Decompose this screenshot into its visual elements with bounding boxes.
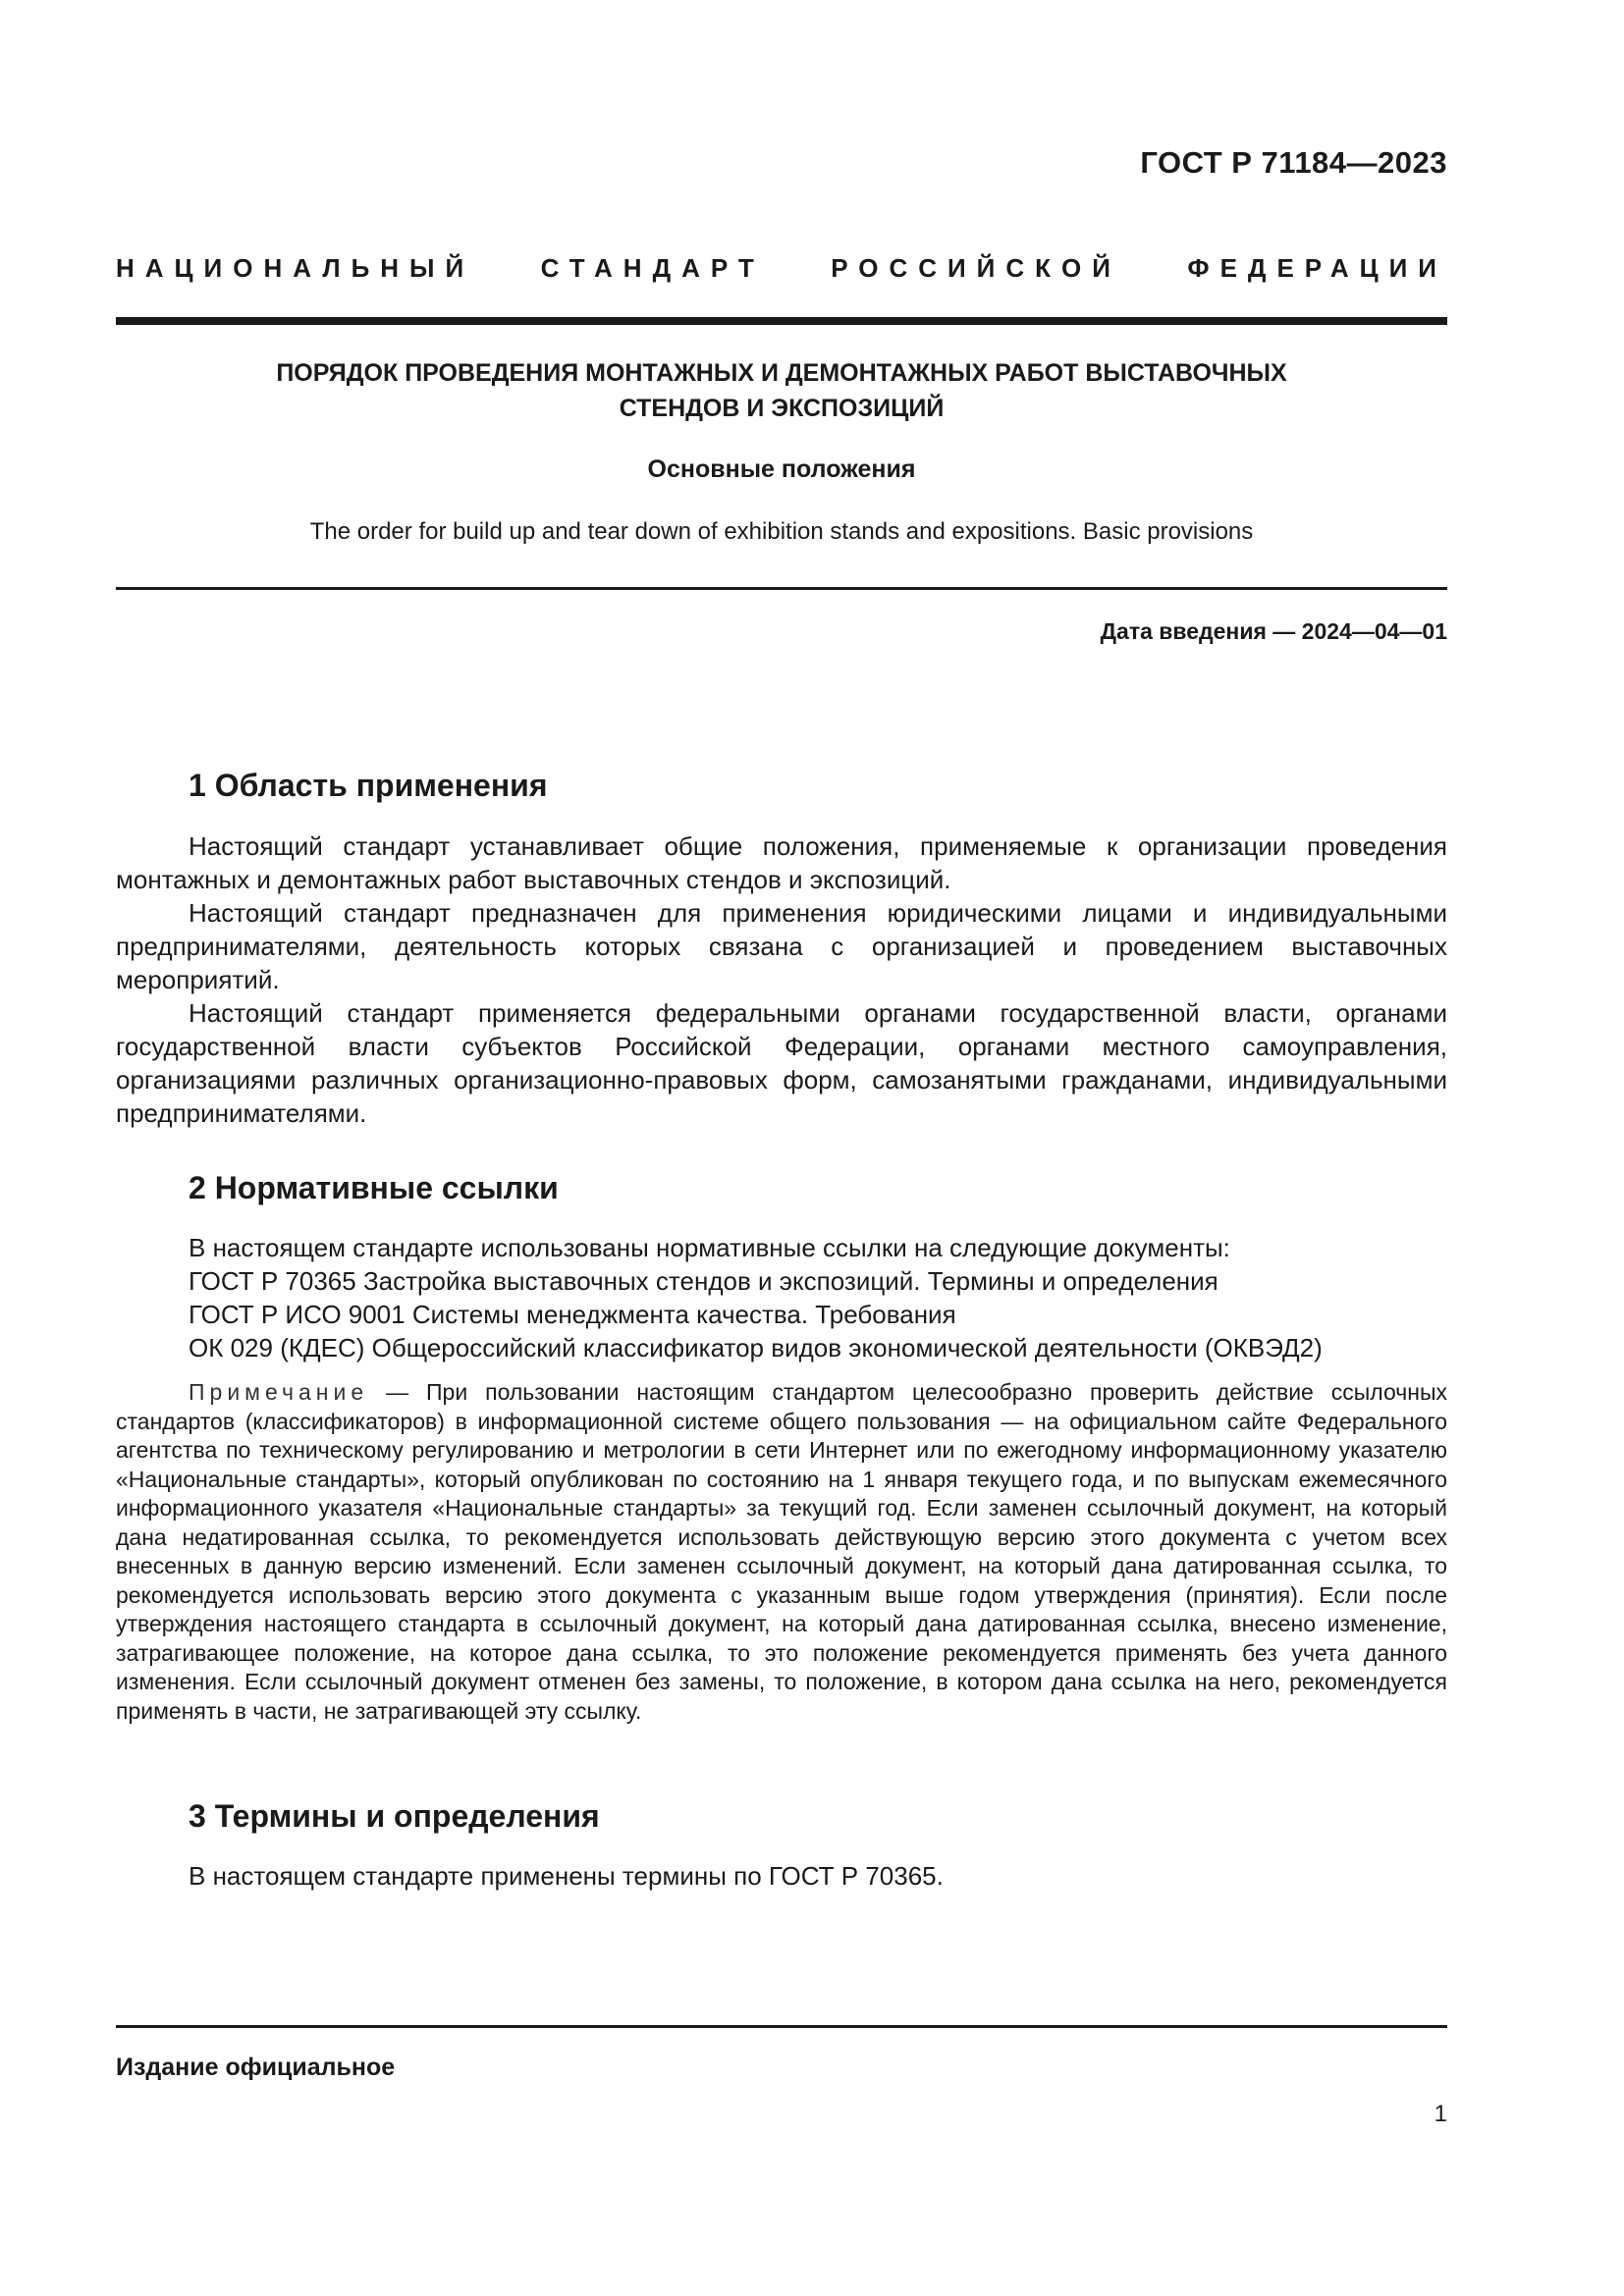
title-divider [116, 587, 1447, 590]
section-3-body [116, 1859, 1447, 1893]
reference-item: ГОСТ Р ИСО 9001 Системы менеджмента качества. Требования [189, 1300, 956, 1329]
reference-item: ОК 029 (КДЕС) Общероссийский классификатор видов экономической деятельности (ОКВЭД2) [189, 1333, 1323, 1362]
document-subtitle: Основные положения [647, 455, 916, 483]
normative-references-list [189, 1231, 1447, 1364]
section-1-paragraph-1: Настоящий стандарт устанавливает общие положения, применяемые к организации проведения монтажных и демонтажных работ выставочных стендов и экспозиций. [116, 831, 1447, 894]
introduction-date: Дата введения — 2024—04—01 [1100, 618, 1447, 644]
title-line-1: ПОРЯДОК ПРОВЕДЕНИЯ МОНТАЖНЫХ И ДЕМОНТАЖНЫХ РАБОТ ВЫСТАВОЧНЫХ [276, 359, 1287, 387]
document-title [116, 355, 1447, 426]
reference-item: ГОСТ Р 70365 Застройка выставочных стендов и экспозиций. Термины и определения [189, 1266, 1218, 1296]
section-1-paragraph-2: Настоящий стандарт предназначен для применения юридическими лицами и индивидуальными предпринимателями, деятельность которых связана с организацией и проведением выставочных мероприятий. [116, 898, 1447, 994]
references-intro: В настоящем стандарте использованы нормативные ссылки на следующие документы: [189, 1233, 1230, 1262]
english-title: The order for build up and tear down of exhibition stands and expositions. Basic provisions [309, 518, 1254, 545]
section-1-title: 1 Область применения [189, 768, 548, 803]
header-divider [116, 317, 1447, 325]
page-number: 1 [1434, 2101, 1447, 2127]
standard-number: ГОСТ Р 71184—2023 [1140, 145, 1447, 180]
national-standard-heading: НАЦИОНАЛЬНЫЙ СТАНДАРТ РОССИЙСКОЙ ФЕДЕРАЦИИ [116, 253, 1447, 283]
official-edition-label: Издание официальное [116, 2054, 396, 2081]
references-note [116, 1378, 1447, 1726]
section-3-paragraph-1: В настоящем стандарте применены термины по ГОСТ Р 70365. [189, 1861, 944, 1891]
section-3-title: 3 Термины и определения [189, 1798, 600, 1834]
title-line-2: СТЕНДОВ И ЭКСПОЗИЦИЙ [619, 395, 945, 422]
section-1-body [116, 829, 1447, 1130]
section-2-title: 2 Нормативные ссылки [189, 1170, 559, 1205]
section-1-paragraph-3: Настоящий стандарт применяется федеральными органами государственной власти, органами государственной власти субъектов Российской Федерации, органами местного самоуправления, организациями различных организационно-правовых форм, самозанятыми гражданами, индивидуальными предпринимателями. [116, 998, 1447, 1128]
note-label: Примечание [189, 1379, 369, 1405]
footer-divider [116, 2025, 1447, 2028]
note-text: — При пользовании настоящим стандартом целесообразно проверить действие ссылочных стандартов (классификаторов) в информационной системе общего пользования — на официальном сайте Федерального агентства по техническому регулированию и метрологии в сети Интернет или по ежегодному информационному указателю «Национальные стандарты», который опубликован по состоянию на 1 января текущего года, и по выпускам ежемесячного информационного указателя «Национальные стандарты» за текущий год. Если заменен ссылочный документ, на который дана недатированная ссылка, то рекомендуется использовать действующую версию этого документа с учетом всех внесенных в данную версию изменений. Если заменен ссылочный документ, на который дана датированная ссылка, то рекомендуется использовать версию этого документа с указанным выше годом утверждения (принятия). Если после утверждения настоящего стандарта в ссылочный документ, на который дана датированная ссылка, внесено изменение, затрагивающее положение, на которое дана ссылка, то это положение рекомендуется применять без учета данного изменения. Если ссылочный документ отменен без замены, то положение, в котором дана ссылка на него, рекомендуется применять в части, не затрагивающей эту ссылку. [116, 1379, 1447, 1724]
